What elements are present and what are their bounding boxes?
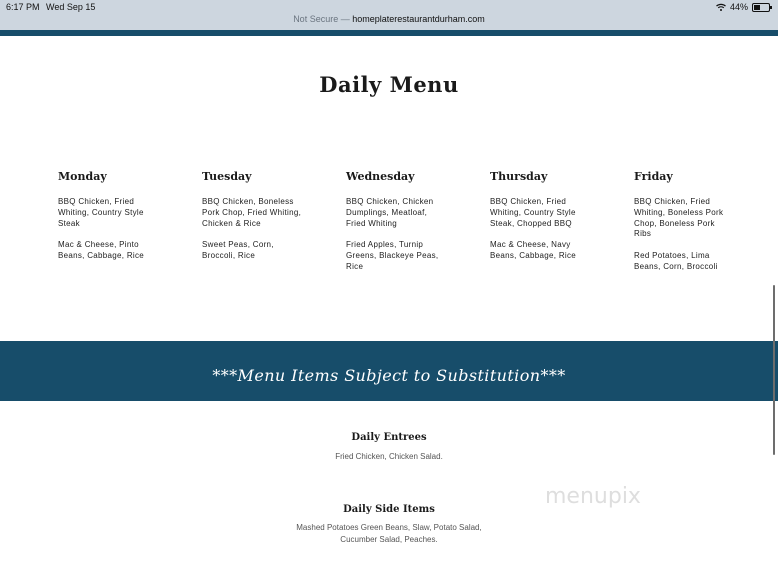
battery-level	[754, 5, 760, 10]
day-entrees: BBQ Chicken, Boneless Pork Chop, Fried Whiting, Chicken & Rice	[202, 197, 302, 228]
day-entrees: BBQ Chicken, Chicken Dumplings, Meatloaf, Fried Whiting	[346, 197, 434, 228]
day-sides: Mac & Cheese, Navy Beans, Cabbage, Rice	[490, 240, 577, 261]
day-sides: Sweet Peas, Corn, Broccoli, Rice	[202, 240, 274, 261]
security-label: Not Secure	[293, 14, 339, 24]
url-domain: homeplaterestaurantdurham.com	[352, 14, 485, 24]
address-bar[interactable]	[0, 14, 778, 24]
day-name: Wednesday	[346, 170, 415, 183]
day-sides: Fried Apples, Turnip Greens, Blackeye Peas, Rice	[346, 240, 439, 271]
day-name: Thursday	[490, 170, 548, 183]
day-column-friday	[634, 170, 734, 273]
status-time: 6:17 PM	[6, 2, 40, 12]
day-entrees: BBQ Chicken, Fried Whiting, Boneless Pork Chop, Boneless Pork Ribs	[634, 197, 724, 239]
battery-percent: 44%	[729, 2, 748, 12]
daily-entrees-text: Fried Chicken, Chicken Salad.	[335, 452, 443, 461]
day-column-wednesday	[346, 170, 446, 273]
menupix-watermark: menupix	[545, 484, 641, 509]
day-name: Friday	[634, 170, 673, 183]
wifi-icon	[716, 3, 726, 11]
browser-status-bar	[0, 0, 778, 30]
day-column-thursday	[490, 170, 590, 262]
day-name: Tuesday	[202, 170, 252, 183]
daily-sides-title: Daily Side Items	[343, 504, 435, 515]
status-date: Wed Sep 15	[46, 2, 96, 12]
daily-entrees-title: Daily Entrees	[351, 432, 427, 443]
day-name: Monday	[58, 170, 107, 183]
day-entrees: BBQ Chicken, Fried Whiting, Country Style Steak	[58, 197, 144, 228]
url-separator: —	[338, 14, 353, 24]
scrollbar[interactable]	[773, 285, 775, 455]
day-column-tuesday	[202, 170, 302, 262]
banner-text: ***Menu Items Subject to Substitution***	[212, 366, 566, 385]
day-sides: Red Potatoes, Lima Beans, Corn, Broccoli	[634, 251, 718, 271]
header-stripe	[0, 30, 778, 36]
battery-icon	[752, 3, 770, 12]
day-sides: Mac & Cheese, Pinto Beans, Cabbage, Rice	[58, 240, 145, 261]
status-indicators	[716, 2, 770, 12]
daily-sides-text: Mashed Potatoes Green Beans, Slaw, Potato Salad, Cucumber Salad, Peaches.	[296, 523, 482, 544]
day-column-monday	[58, 170, 158, 262]
day-entrees: BBQ Chicken, Fried Whiting, Country Style Steak, Chopped BBQ	[490, 197, 576, 228]
page-title: Daily Menu	[319, 72, 459, 97]
